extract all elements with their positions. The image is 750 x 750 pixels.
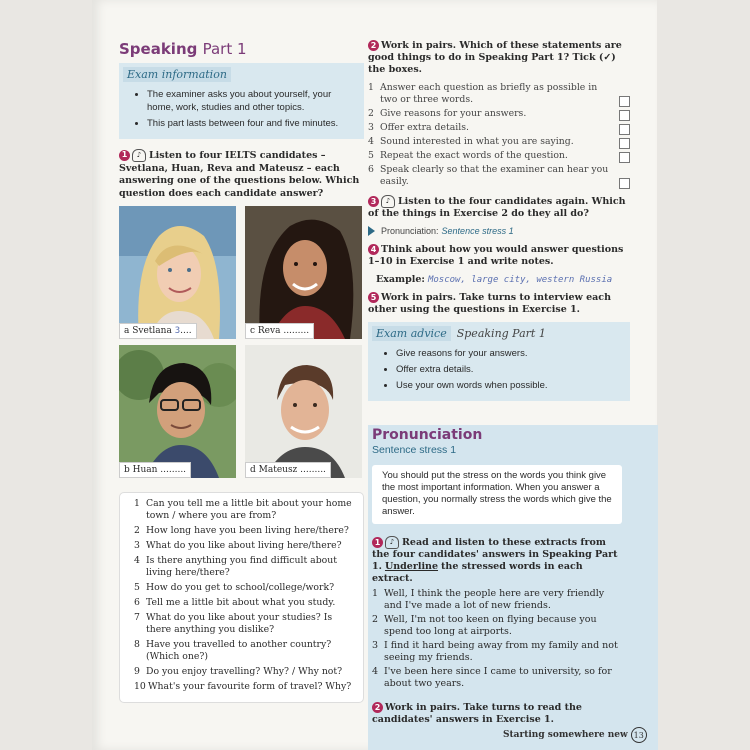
question-text: Do you enjoy travelling? Why? / Why not? xyxy=(146,666,343,677)
question-number: 3 xyxy=(134,540,140,551)
footer-title: Starting somewhere new xyxy=(503,730,628,740)
exercise-number: 5 xyxy=(368,292,379,303)
list-item xyxy=(134,681,357,693)
list-item xyxy=(134,498,357,522)
question-text: Have you travelled to another country? (Which one?) xyxy=(146,639,332,662)
photo-label-text: c Reva xyxy=(250,326,281,336)
pronunciation-subtitle: Sentence stress 1 xyxy=(372,444,457,456)
question-text: How do you get to school/college/work? xyxy=(146,582,335,593)
exercise-number: 4 xyxy=(368,244,379,255)
photo-answer[interactable]: 3 xyxy=(174,326,181,336)
page-number: 13 xyxy=(631,727,647,743)
exercise-3 xyxy=(368,195,630,220)
audio-icon[interactable]: ♪ xyxy=(381,195,395,208)
left-column xyxy=(119,40,364,703)
photo-label: a Svetlana 3.... xyxy=(119,323,197,339)
exercise-number: 2 xyxy=(372,702,383,713)
section-title xyxy=(119,40,364,58)
list-item xyxy=(134,666,357,678)
exam-advice-list xyxy=(382,347,624,392)
tick-checkbox[interactable] xyxy=(619,124,630,135)
question-number: 4 xyxy=(134,555,140,566)
question-number: 9 xyxy=(134,666,140,677)
statement-number: 6 xyxy=(368,164,374,175)
pronunciation-inner xyxy=(372,427,622,726)
exam-information-box xyxy=(119,63,364,139)
underline-word: Underline xyxy=(384,561,439,572)
extract-text: I find it hard being away from my family and not seeing my friends. xyxy=(384,640,618,663)
statement-text: Speak clearly so that the examiner can hear you easily. xyxy=(380,164,609,187)
pronunciation-link[interactable] xyxy=(368,226,630,236)
question-text: How long have you been living here/there? xyxy=(146,525,349,536)
extract-number: 2 xyxy=(372,614,379,625)
list-item xyxy=(372,614,622,638)
exercise-3-text: Listen to the four candidates again. Which of the things in Exercise 2 do they all do? xyxy=(368,196,626,219)
exercise-1 xyxy=(119,149,364,200)
statement-number: 4 xyxy=(368,136,374,147)
photo-label-text: d Mateusz xyxy=(250,465,298,475)
extract-number: 3 xyxy=(372,640,379,651)
list-item xyxy=(368,150,630,163)
exam-advice-bullet: • Offer extra details. xyxy=(396,363,624,376)
right-column xyxy=(368,40,630,401)
list-item xyxy=(134,597,357,609)
list-item xyxy=(368,122,630,135)
statement-text: Sound interested in what you are saying. xyxy=(380,136,574,147)
extract-number: 4 xyxy=(372,666,379,677)
list-item xyxy=(134,525,357,537)
pronunciation-ex2-text: Work in pairs. Take turns to read the candidates' answers in Exercise 1. xyxy=(372,702,582,725)
pronunciation-exercise-2 xyxy=(372,702,622,726)
question-number: 5 xyxy=(134,582,140,593)
photo-reva xyxy=(245,206,362,339)
pronunciation-rule-box: You should put the stress on the words you think give the most important information. When you answer a question, you normally stress the words which give the answer. xyxy=(372,465,622,524)
question-text: Is there anything you find difficult about living here/there? xyxy=(146,555,337,578)
statement-number: 3 xyxy=(368,122,374,133)
exercise-4-example xyxy=(376,274,630,286)
list-item xyxy=(368,108,630,121)
photo-label: c Reva ......... xyxy=(245,323,314,339)
exercise-4 xyxy=(368,244,630,268)
exercise-number: 2 xyxy=(368,40,379,51)
question-number: 1 xyxy=(134,498,140,509)
svetlana-portrait-image xyxy=(119,206,236,339)
exam-advice-bullet: • Give reasons for your answers. xyxy=(396,347,624,360)
list-item xyxy=(368,136,630,149)
statement-number: 2 xyxy=(368,108,374,119)
question-number: 6 xyxy=(134,597,140,608)
statement-text: Offer extra details. xyxy=(380,122,469,133)
huan-portrait-image xyxy=(119,345,236,478)
statement-text: Answer each question as briefly as possible in two or three words. xyxy=(380,82,598,105)
example-label: Example: xyxy=(376,274,425,285)
tick-checkbox[interactable] xyxy=(619,96,630,107)
exam-advice-header: Exam advice xyxy=(372,326,451,341)
audio-icon[interactable]: ♪ xyxy=(385,536,399,549)
question-number: 2 xyxy=(134,525,140,536)
exam-information-list xyxy=(133,88,358,130)
tick-checkbox[interactable] xyxy=(619,138,630,149)
exam-info-bullet: • This part lasts between four and five minutes. xyxy=(147,117,358,130)
photo-huan xyxy=(119,345,236,478)
photo-label-text: b Huan xyxy=(124,465,158,475)
example-handwriting[interactable]: Moscow, large city, western Russia xyxy=(427,275,613,285)
list-item xyxy=(372,640,622,664)
exam-advice-box xyxy=(368,322,630,401)
list-item xyxy=(134,582,357,594)
photo-svetlana xyxy=(119,206,236,339)
statements-list xyxy=(368,82,630,189)
extracts-list xyxy=(372,588,622,690)
mateusz-portrait-image xyxy=(245,345,362,478)
exam-advice-sub: Speaking Part 1 xyxy=(456,327,546,340)
pronunciation-title: Pronunciation xyxy=(372,427,483,443)
list-item xyxy=(134,540,357,552)
tick-checkbox[interactable] xyxy=(619,110,630,121)
exercise-number: 3 xyxy=(368,196,379,207)
question-text: What do you like about living here/there? xyxy=(146,540,342,551)
pronunciation-ex1-text: Read and listen to these extracts from the four candidates' answers in Speaking Part 1. xyxy=(372,537,618,572)
pronunciation-link-label: Pronunciation: xyxy=(381,226,439,236)
exercise-2-text: Work in pairs. Which of these statements are good things to do in Speaking Part 1? Tick (✓) the boxes. xyxy=(368,40,622,75)
exercise-number: 1 xyxy=(119,150,130,161)
page-footer xyxy=(503,727,647,743)
extract-text: Well, I think the people here are very friendly and I've made a lot of new friends. xyxy=(384,588,605,611)
list-item xyxy=(372,588,622,612)
photo-label-text: a Svetlana xyxy=(124,326,172,336)
question-number: 8 xyxy=(134,639,140,650)
question-text: Tell me a little bit about what you study. xyxy=(146,597,336,608)
tick-checkbox[interactable] xyxy=(619,178,630,189)
exercise-1-text: Listen to four IELTS candidates – Svetlana, Huan, Reva and Mateusz – each answering one of the questions below. Which question does each candidate answer? xyxy=(119,150,360,199)
pronunciation-panel xyxy=(368,425,658,750)
reva-portrait-image xyxy=(245,206,362,339)
questions-list xyxy=(119,492,364,703)
statement-text: Give reasons for your answers. xyxy=(380,108,527,119)
tick-checkbox[interactable] xyxy=(619,152,630,163)
photo-mateusz xyxy=(245,345,362,478)
pronunciation-exercise-1 xyxy=(372,536,622,585)
candidate-photos xyxy=(119,206,364,478)
exam-info-bullet: • The examiner asks you about yourself, your home, work, studies and other topics. xyxy=(147,88,358,114)
pronunciation-ex1-text2: the stressed words in each extract. xyxy=(372,561,583,584)
exam-advice-bullet: • Use your own words when possible. xyxy=(396,379,624,392)
statement-number: 5 xyxy=(368,150,374,161)
pronunciation-link-topic: Sentence stress 1 xyxy=(441,226,514,236)
list-item xyxy=(134,555,357,579)
exercise-2 xyxy=(368,40,630,76)
statement-number: 1 xyxy=(368,82,374,93)
exercise-4-text: Think about how you would answer questions 1–10 in Exercise 1 and write notes. xyxy=(368,244,624,267)
question-text: Can you tell me a little bit about your home town / where you are from? xyxy=(146,498,352,521)
question-number: 7 xyxy=(134,612,140,623)
exercise-5 xyxy=(368,292,630,316)
list-item xyxy=(368,82,630,107)
play-triangle-icon xyxy=(368,226,375,236)
list-item xyxy=(134,639,357,663)
question-text: What do you like about your studies? Is there anything you dislike? xyxy=(146,612,333,635)
audio-icon[interactable]: ♪ xyxy=(132,149,146,162)
statement-text: Repeat the exact words of the question. xyxy=(380,150,568,161)
exercise-5-text: Work in pairs. Take turns to interview each other using the questions in Exercise 1. xyxy=(368,292,611,315)
list-item xyxy=(372,666,622,690)
list-item xyxy=(368,164,630,189)
exercise-number: 1 xyxy=(372,537,383,548)
question-number: 10 xyxy=(134,681,146,692)
exam-information-header: Exam information xyxy=(123,67,231,82)
list-item xyxy=(134,612,357,636)
question-text: What's your favourite form of travel? Why? xyxy=(148,681,352,692)
extract-number: 1 xyxy=(372,588,379,599)
extract-text: Well, I'm not too keen on flying because you spend too long at airports. xyxy=(384,614,597,637)
section-title-text: Speaking xyxy=(119,40,198,58)
extract-text: I've been here since I came to university, so for about two years. xyxy=(384,666,612,689)
photo-label: d Mateusz ......... xyxy=(245,462,331,478)
section-part: Part 1 xyxy=(202,40,247,58)
photo-label: b Huan ......... xyxy=(119,462,191,478)
